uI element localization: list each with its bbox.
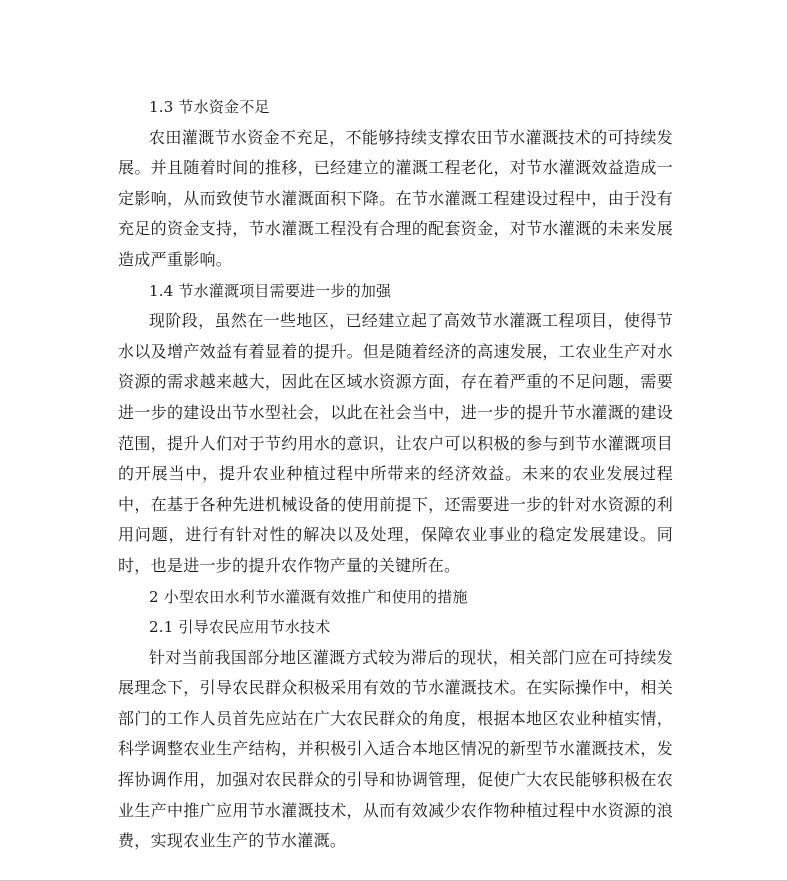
section-heading-1-4: 1.4 节水灌溉项目需要进一步的加强 — [149, 281, 392, 300]
section-heading-2-1: 2.1 引导农民应用节水技术 — [149, 618, 331, 637]
section-heading-2: 2 小型农田水利节水灌溉有效推广和使用的措施 — [149, 587, 468, 606]
document-body — [118, 92, 673, 857]
section-heading-1-3: 1.3 节水资金不足 — [149, 98, 270, 116]
paragraph-guidance: 针对当前我国部分地区灌溉方式较为滞后的现状，相关部门应在可持续发展理念下，引导农民群众积极采用有效的节水灌溉技术。在实际操作中，相关部门的工作人员首先应站在广大农民群众的角度，根据本地区农业种植实情，科学调整农业生产结构，并积极引入适合本地区情况的新型节水灌溉技术，发挥协调作用，加强对农民群众的引导和协调管理，促使广大农民能够积极在农业生产中推广应用节水灌溉技术，从而有效减少农作物种植过程中水资源的浪费，实现农业生产的节水灌溉。 — [118, 647, 673, 851]
paragraph-funding: 农田灌溉节水资金不充足，不能够持续支撑农田节水灌溉技术的可持续发展。并且随着时间的推移，已经建立的灌溉工程老化，对节水灌溉效益造成一定影响，从而致使节水灌溉面积下降。在节水灌溉工程建设过程中，由于没有充足的资金支持，节水灌溉工程没有合理的配套资金，对节水灌溉的未来发展造成严重影响。 — [118, 127, 673, 269]
paragraph-projects: 现阶段，虽然在一些地区，已经建立起了高效节水灌溉工程项目，使得节水以及增产效益有着显着的提升。但是随着经济的高速发展，工农业生产对水资源的需求越来越大，因此在区域水资源方面，存在着严重的不足问题，需要进一步的建设出节水型社会，以此在社会当中，进一步的提升节水灌溉的建设范围，提升人们对于节约用水的意识，让农户可以积极的参与到节水灌溉项目的开展当中，提升农业种植过程中所带来的经济效益。未来的农业发展过程中，在基于各种先进机械设备的使用前提下，还需要进一步的针对水资源的利用问题，进行有针对性的解决以及处理，保障农业事业的稳定发展建设。同时，也是进一步的提升农作物产量的关键所在。 — [118, 311, 673, 575]
